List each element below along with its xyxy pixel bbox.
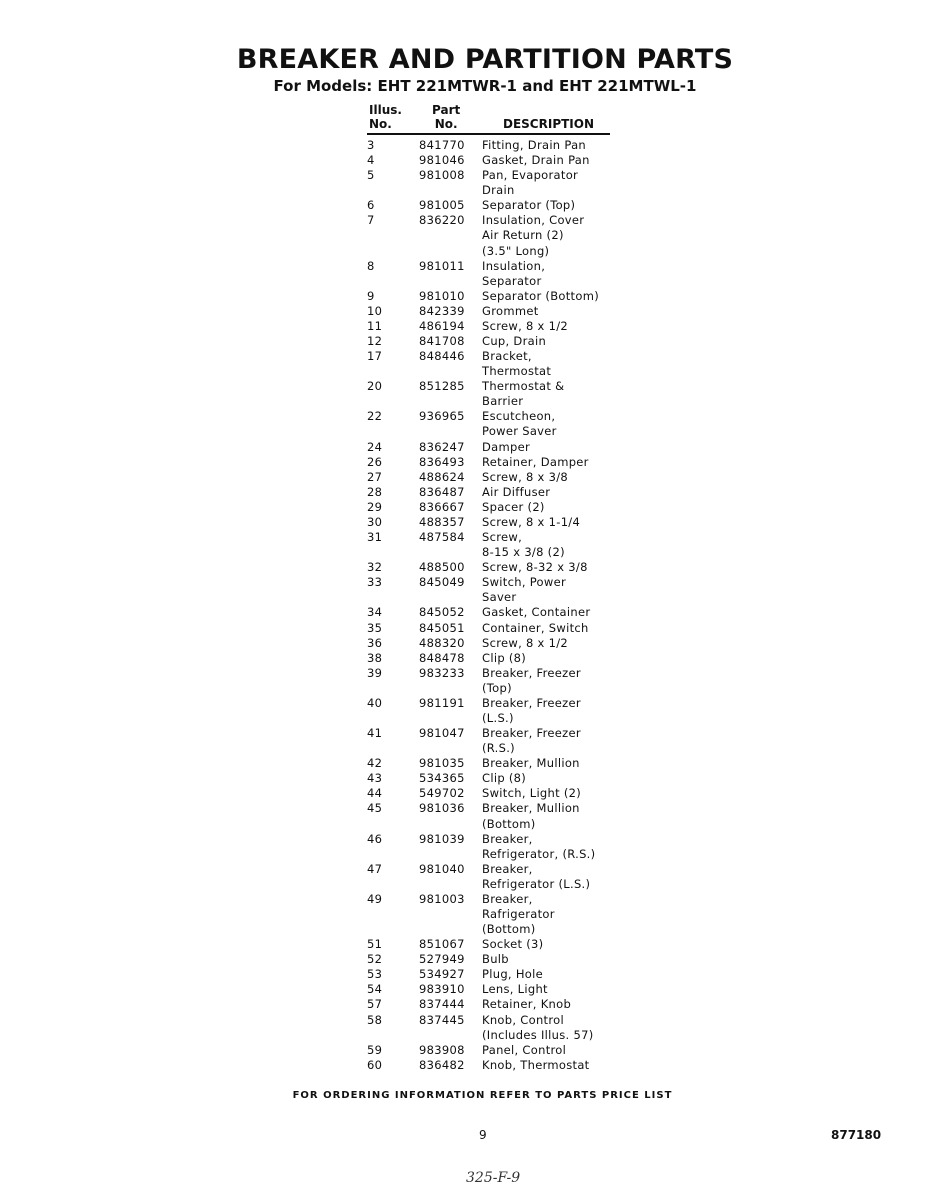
- description-line: Breaker, Freezer: [482, 665, 581, 680]
- description-line: (Bottom): [482, 816, 536, 831]
- description-line: Breaker, Freezer: [482, 726, 581, 741]
- description-line: Saver: [482, 590, 517, 605]
- part-no: 851067: [419, 937, 465, 952]
- description: [482, 605, 627, 620]
- illus-no: 10: [367, 303, 383, 318]
- description: [482, 621, 627, 636]
- description-line: Knob, Thermostat: [482, 1057, 590, 1072]
- part-no: 981039: [419, 831, 465, 846]
- description-line: Gasket, Container: [482, 605, 591, 620]
- description-line: 8-15 x 3/8 (2): [482, 545, 565, 560]
- description: [482, 575, 627, 605]
- illus-no: 60: [367, 1057, 383, 1072]
- illus-no: 35: [367, 620, 383, 635]
- part-no: 836493: [419, 454, 465, 469]
- illus-no: 53: [367, 967, 383, 982]
- description-line: Insulation, Cover: [482, 213, 585, 228]
- table-row: [367, 349, 627, 379]
- table-row: [367, 786, 627, 801]
- part-no: 981047: [419, 726, 465, 741]
- description: [482, 379, 627, 409]
- table-row: [367, 1058, 627, 1073]
- description-line: Gasket, Drain Pan: [482, 153, 590, 168]
- description: [482, 409, 627, 439]
- table-row: [367, 666, 627, 696]
- table-row: [367, 1013, 627, 1043]
- table-row: [367, 997, 627, 1012]
- table-row: [367, 937, 627, 952]
- description-line: Screw, 8 x 1/2: [482, 318, 569, 333]
- illus-no: 40: [367, 695, 383, 710]
- illus-no: 5: [367, 168, 375, 183]
- description-line: Socket (3): [482, 937, 544, 952]
- description-line: Screw,: [482, 530, 523, 545]
- part-no: 981005: [419, 198, 465, 213]
- part-no: 981010: [419, 288, 465, 303]
- illus-no: 39: [367, 665, 383, 680]
- description-line: Breaker, Freezer: [482, 695, 581, 710]
- part-no: 983910: [419, 982, 465, 997]
- description: [482, 319, 627, 334]
- part-no: 841708: [419, 334, 465, 349]
- illus-no: 34: [367, 605, 383, 620]
- document-code: 877180: [831, 1128, 882, 1142]
- table-row: [367, 952, 627, 967]
- illus-no: 41: [367, 726, 383, 741]
- description-line: Lens, Light: [482, 982, 548, 997]
- part-no: 486194: [419, 318, 465, 333]
- description: [482, 997, 627, 1012]
- description: [482, 1013, 627, 1043]
- part-no: 842339: [419, 303, 465, 318]
- description: [482, 892, 627, 937]
- description: [482, 651, 627, 666]
- table-row: [367, 621, 627, 636]
- header-illus-line2: No.: [369, 117, 392, 131]
- illus-no: 11: [367, 318, 383, 333]
- table-row: [367, 832, 627, 862]
- description-line: (L.S.): [482, 710, 514, 725]
- part-no: 527949: [419, 952, 465, 967]
- table-row: [367, 636, 627, 651]
- description: [482, 334, 627, 349]
- illus-no: 28: [367, 484, 383, 499]
- description-line: (Bottom): [482, 922, 536, 937]
- illus-no: 43: [367, 771, 383, 786]
- illus-no: 9: [367, 288, 375, 303]
- table-row: [367, 575, 627, 605]
- header-description: DESCRIPTION: [503, 117, 595, 131]
- description-line: Drain: [482, 183, 515, 198]
- table-row: [367, 530, 627, 560]
- description-line: Screw, 8-32 x 3/8: [482, 560, 588, 575]
- part-no: 836667: [419, 499, 465, 514]
- description-line: Breaker,: [482, 861, 533, 876]
- part-no: 837445: [419, 1012, 465, 1027]
- description: [482, 952, 627, 967]
- table-row: [367, 485, 627, 500]
- description-line: Panel, Control: [482, 1042, 567, 1057]
- part-no: 981191: [419, 695, 465, 710]
- part-no: 534927: [419, 967, 465, 982]
- description: [482, 666, 627, 696]
- part-no: 845049: [419, 575, 465, 590]
- part-no: 837444: [419, 997, 465, 1012]
- table-row: [367, 982, 627, 997]
- handwritten-note: 325-F-9: [466, 1170, 521, 1186]
- part-no: 981035: [419, 756, 465, 771]
- table-row: [367, 334, 627, 349]
- description: [482, 500, 627, 515]
- illus-no: 7: [367, 213, 375, 228]
- description: [482, 832, 627, 862]
- description-line: Retainer, Damper: [482, 454, 589, 469]
- table-row: [367, 605, 627, 620]
- part-no: 845051: [419, 620, 465, 635]
- illus-no: 42: [367, 756, 383, 771]
- page-title: BREAKER AND PARTITION PARTS: [236, 44, 734, 75]
- part-no: 488500: [419, 560, 465, 575]
- illus-no: 17: [367, 349, 383, 364]
- table-row: [367, 440, 627, 455]
- description-line: Cup, Drain: [482, 334, 547, 349]
- illus-no: 33: [367, 575, 383, 590]
- description: [482, 515, 627, 530]
- description-line: Plug, Hole: [482, 967, 543, 982]
- description-line: Breaker,: [482, 831, 533, 846]
- description: [482, 771, 627, 786]
- description-line: Refrigerator (L.S.): [482, 876, 591, 891]
- illus-no: 3: [367, 138, 375, 152]
- description-line: Clip (8): [482, 771, 527, 786]
- illus-no: 27: [367, 469, 383, 484]
- table-row: [367, 892, 627, 937]
- part-no: 836487: [419, 484, 465, 499]
- parts-table: [367, 138, 627, 1073]
- description-line: Screw, 8 x 3/8: [482, 469, 569, 484]
- part-no: 981008: [419, 168, 465, 183]
- part-no: 981046: [419, 153, 465, 168]
- illus-no: 49: [367, 891, 383, 906]
- table-row: [367, 168, 627, 198]
- description-line: (Top): [482, 680, 512, 695]
- description: [482, 213, 627, 258]
- illus-no: 12: [367, 334, 383, 349]
- description: [482, 1058, 627, 1073]
- illus-no: 46: [367, 831, 383, 846]
- table-row: [367, 289, 627, 304]
- table-row: [367, 560, 627, 575]
- description-line: Refrigerator, (R.S.): [482, 846, 596, 861]
- header-part-line2: No.: [434, 117, 458, 131]
- description: [482, 455, 627, 470]
- description-line: Breaker,: [482, 891, 533, 906]
- part-no: 836247: [419, 439, 465, 454]
- illus-no: 44: [367, 786, 383, 801]
- illus-no: 4: [367, 153, 375, 168]
- table-row: [367, 455, 627, 470]
- illus-no: 30: [367, 514, 383, 529]
- description-line: Clip (8): [482, 650, 527, 665]
- illus-no: 38: [367, 650, 383, 665]
- illus-no: 52: [367, 952, 383, 967]
- part-no: 836220: [419, 213, 465, 228]
- table-row: [367, 500, 627, 515]
- part-no: 981003: [419, 891, 465, 906]
- description: [482, 259, 627, 289]
- description-line: (3.5" Long): [482, 243, 550, 258]
- table-row: [367, 862, 627, 892]
- illus-no: 59: [367, 1042, 383, 1057]
- illus-no: 31: [367, 530, 383, 545]
- part-no: 981040: [419, 861, 465, 876]
- table-row: [367, 409, 627, 439]
- description: [482, 862, 627, 892]
- description: [482, 304, 627, 319]
- description: [482, 1043, 627, 1058]
- part-no: 487584: [419, 530, 465, 545]
- page-number: 9: [479, 1128, 487, 1142]
- table-row: [367, 696, 627, 726]
- description: [482, 982, 627, 997]
- description-line: Breaker, Mullion: [482, 756, 580, 771]
- description-line: Air Return (2): [482, 228, 564, 243]
- description: [482, 636, 627, 651]
- description-line: Escutcheon,: [482, 409, 556, 424]
- description-line: Separator (Bottom): [482, 288, 599, 303]
- description-line: Switch, Light (2): [482, 786, 582, 801]
- description: [482, 560, 627, 575]
- description: [482, 801, 627, 831]
- part-no: 983908: [419, 1042, 465, 1057]
- part-no: 845052: [419, 605, 465, 620]
- header-part-line1: Part: [432, 103, 461, 117]
- part-no: 981011: [419, 258, 465, 273]
- table-row: [367, 259, 627, 289]
- part-no: 848478: [419, 650, 465, 665]
- header-illus-no: [369, 103, 402, 131]
- description: [482, 485, 627, 500]
- part-no: 549702: [419, 786, 465, 801]
- description: [482, 726, 627, 756]
- table-row: [367, 379, 627, 409]
- description-line: Power Saver: [482, 424, 557, 439]
- description-line: (R.S.): [482, 741, 515, 756]
- part-no: 851285: [419, 379, 465, 394]
- description: [482, 530, 627, 560]
- description: [482, 198, 627, 213]
- description-line: Retainer, Knob: [482, 997, 572, 1012]
- table-row: [367, 967, 627, 982]
- description-line: Bulb: [482, 952, 509, 967]
- part-no: 534365: [419, 771, 465, 786]
- description-line: Container, Switch: [482, 620, 589, 635]
- description: [482, 349, 627, 379]
- description: [482, 153, 627, 168]
- illus-no: 24: [367, 439, 383, 454]
- table-row: [367, 1043, 627, 1058]
- description-line: Screw, 8 x 1/2: [482, 635, 569, 650]
- description-line: Bracket,: [482, 349, 532, 364]
- description: [482, 696, 627, 726]
- part-no: 488624: [419, 469, 465, 484]
- description-line: Rafrigerator: [482, 906, 555, 921]
- description-line: Grommet: [482, 303, 539, 318]
- part-no: 488357: [419, 514, 465, 529]
- description-line: Pan, Evaporator: [482, 168, 579, 183]
- table-row: [367, 515, 627, 530]
- description-line: Switch, Power: [482, 575, 567, 590]
- description: [482, 756, 627, 771]
- illus-no: 36: [367, 635, 383, 650]
- header-illus-line1: Illus.: [369, 103, 402, 117]
- illus-no: 32: [367, 560, 383, 575]
- description: [482, 168, 627, 198]
- illus-no: 8: [367, 258, 375, 273]
- description-line: (Includes Illus. 57): [482, 1027, 594, 1042]
- description: [482, 138, 627, 153]
- table-row: [367, 771, 627, 786]
- description-line: Breaker, Mullion: [482, 801, 580, 816]
- part-no: 848446: [419, 349, 465, 364]
- part-no: 981036: [419, 801, 465, 816]
- description: [482, 937, 627, 952]
- illus-no: 29: [367, 499, 383, 514]
- description-line: Air Diffuser: [482, 484, 551, 499]
- illus-no: 58: [367, 1012, 383, 1027]
- part-no: 983233: [419, 665, 465, 680]
- table-row: [367, 304, 627, 319]
- illus-no: 47: [367, 861, 383, 876]
- description-line: Separator (Top): [482, 198, 576, 213]
- description-line: Damper: [482, 439, 531, 454]
- models-subtitle: For Models: EHT 221MTWR-1 and EHT 221MTWL-1: [273, 77, 697, 95]
- table-row: [367, 651, 627, 666]
- table-row: [367, 726, 627, 756]
- part-no: 936965: [419, 409, 465, 424]
- ordering-note: FOR ORDERING INFORMATION REFER TO PARTS PRICE LIST: [292, 1090, 673, 1101]
- table-row: [367, 138, 627, 153]
- description-line: Thermostat: [482, 364, 552, 379]
- description: [482, 786, 627, 801]
- illus-no: 26: [367, 454, 383, 469]
- table-row: [367, 756, 627, 771]
- table-row: [367, 198, 627, 213]
- description-line: Spacer (2): [482, 499, 545, 514]
- table-row: [367, 319, 627, 334]
- illus-no: 6: [367, 198, 375, 213]
- description-line: Knob, Control: [482, 1012, 564, 1027]
- illus-no: 51: [367, 937, 383, 952]
- description-line: Separator: [482, 273, 542, 288]
- part-no: 836482: [419, 1057, 465, 1072]
- table-row: [367, 213, 627, 258]
- part-no: 841770: [419, 138, 465, 152]
- illus-no: 20: [367, 379, 383, 394]
- part-no: 488320: [419, 635, 465, 650]
- description-line: Thermostat &: [482, 379, 565, 394]
- description: [482, 440, 627, 455]
- description: [482, 470, 627, 485]
- illus-no: 54: [367, 982, 383, 997]
- description-line: Screw, 8 x 1-1/4: [482, 514, 581, 529]
- header-rule: [367, 133, 610, 135]
- header-part-no: [432, 103, 460, 131]
- illus-no: 45: [367, 801, 383, 816]
- table-row: [367, 470, 627, 485]
- description: [482, 967, 627, 982]
- description: [482, 289, 627, 304]
- illus-no: 57: [367, 997, 383, 1012]
- illus-no: 22: [367, 409, 383, 424]
- description-line: Barrier: [482, 394, 524, 409]
- description-line: Fitting, Drain Pan: [482, 138, 587, 152]
- table-row: [367, 153, 627, 168]
- description-line: Insulation,: [482, 258, 546, 273]
- table-row: [367, 801, 627, 831]
